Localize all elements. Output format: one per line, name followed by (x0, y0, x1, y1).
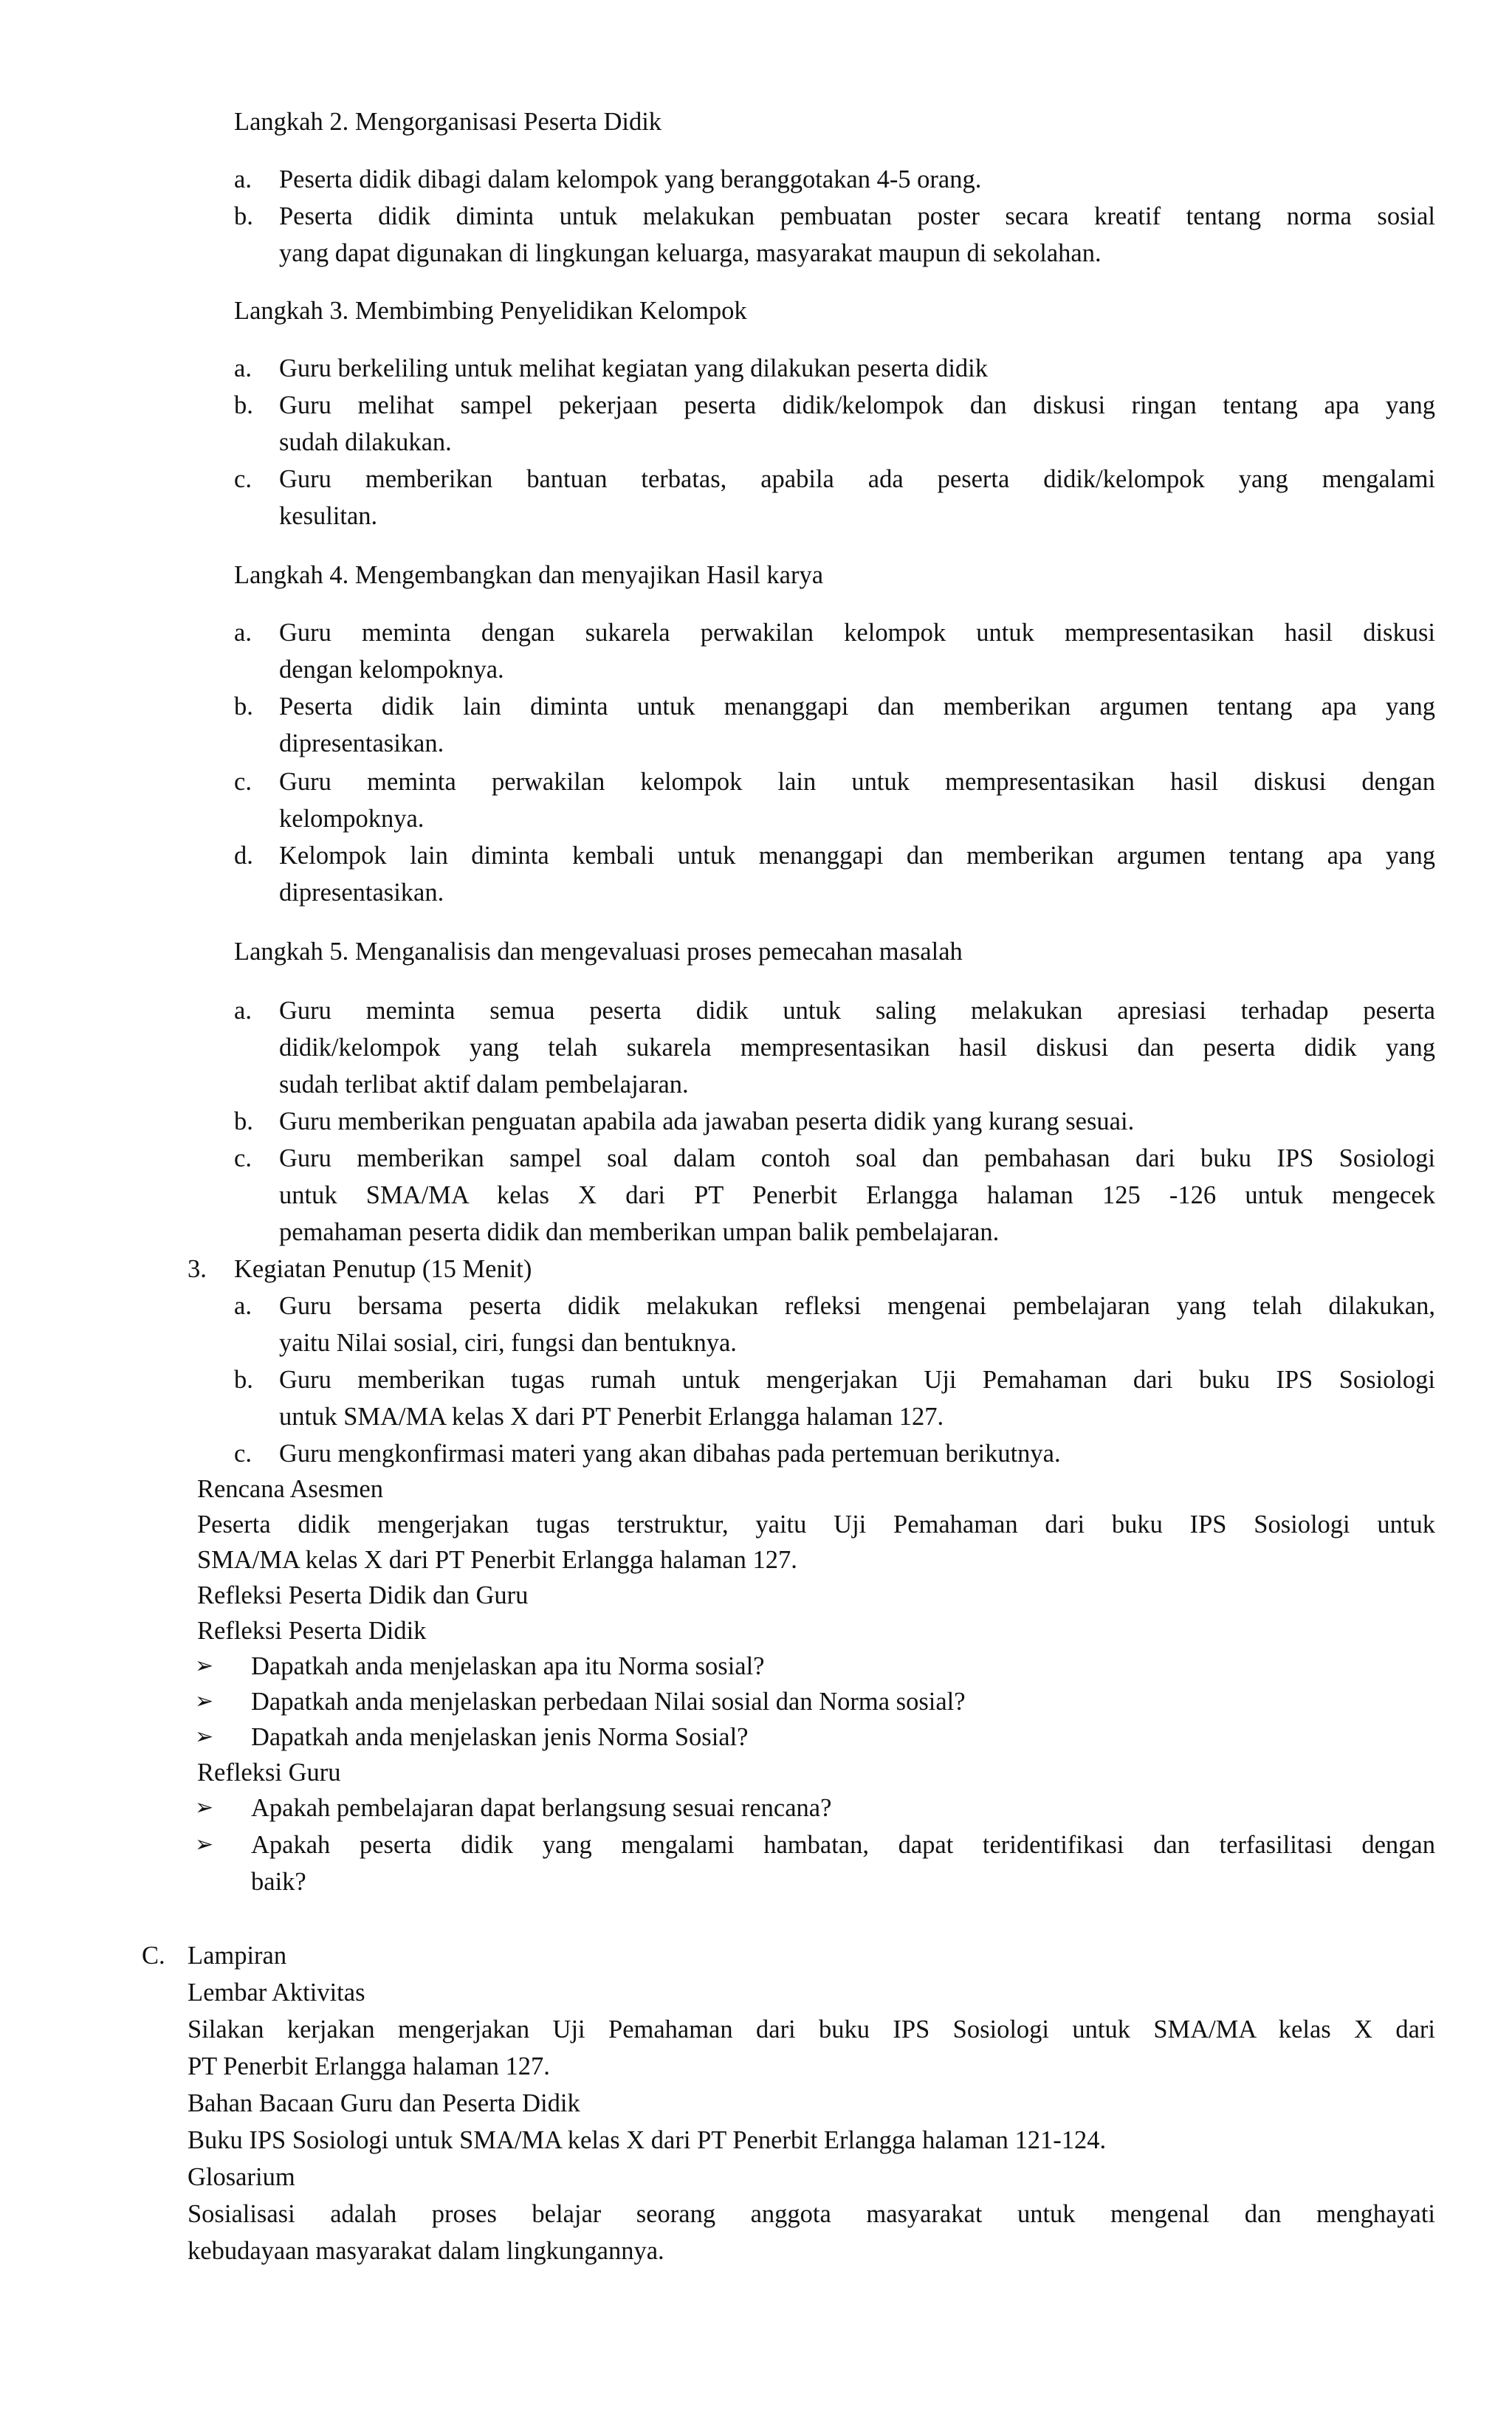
langkah2-heading: Langkah 2. Mengorganisasi Peserta Didik (234, 108, 662, 136)
list-item-text: dipresentasikan. (279, 729, 444, 757)
list-item-text: Guru memberikan penguatan apabila ada jawaban peserta didik yang kurang sesuai. (279, 1107, 1135, 1135)
list-marker: a. (234, 165, 252, 193)
list-item-text: Guru berkeliling untuk melihat kegiatan yang dilakukan peserta didik (279, 354, 988, 382)
list-marker: C. (142, 1942, 165, 1970)
list-marker: a. (234, 997, 252, 1025)
list-item-text: untuk SMA/MA kelas X dari PT Penerbit Erlangga halaman 127. (279, 1403, 944, 1431)
lembar-aktivitas-text: Silakan kerjakan mengerjakan Uji Pemahaman dari buku IPS Sosiologi untuk SMA/MA kelas X dari (188, 2015, 1435, 2043)
list-item-text: Guru bersama peserta didik melakukan refleksi mengenai pembelajaran yang telah dilakukan, (279, 1292, 1435, 1320)
list-marker: a. (234, 354, 252, 382)
list-item-text: Dapatkah anda menjelaskan apa itu Norma sosial? (251, 1652, 765, 1680)
list-marker: 3. (188, 1255, 207, 1283)
asesmen-heading: Rencana Asesmen (197, 1475, 383, 1503)
list-item-text: Guru memberikan sampel soal dalam contoh soal dan pembahasan dari buku IPS Sosiologi (279, 1144, 1435, 1172)
list-marker: c. (234, 465, 252, 493)
arrow-bullet-icon: ➢ (195, 1724, 214, 1750)
list-item-text: Dapatkah anda menjelaskan jenis Norma Sosial? (251, 1723, 749, 1751)
refleksi-heading: Refleksi Peserta Didik dan Guru (197, 1581, 529, 1609)
list-marker: c. (234, 768, 252, 796)
list-item-text: kesulitan. (279, 502, 378, 530)
penutup-heading: Kegiatan Penutup (15 Menit) (234, 1255, 532, 1283)
list-item-text: Guru mengkonfirmasi materi yang akan dibahas pada pertemuan berikutnya. (279, 1440, 1061, 1468)
list-item-text: sudah dilakukan. (279, 428, 452, 456)
glosarium-text: Sosialisasi adalah proses belajar seorang anggota masyarakat untuk mengenal dan menghayati (188, 2200, 1435, 2228)
refleksi-siswa-heading: Refleksi Peserta Didik (197, 1617, 427, 1645)
bahan-bacaan-text: Buku IPS Sosiologi untuk SMA/MA kelas X dari PT Penerbit Erlangga halaman 121-124. (188, 2126, 1107, 2154)
langkah4-heading: Langkah 4. Mengembangkan dan menyajikan Hasil karya (234, 561, 824, 589)
asesmen-text: Peserta didik mengerjakan tugas terstruktur, yaitu Uji Pemahaman dari buku IPS Sosiologi untuk (197, 1510, 1435, 1539)
list-item-text: dipresentasikan. (279, 879, 444, 907)
list-item-text: Guru memberikan bantuan terbatas, apabila ada peserta didik/kelompok yang mengalami (279, 465, 1435, 493)
list-item-text: Peserta didik dibagi dalam kelompok yang beranggotakan 4-5 orang. (279, 165, 982, 193)
list-marker: b. (234, 692, 253, 721)
list-item-text: pemahaman peserta didik dan memberikan umpan balik pembelajaran. (279, 1218, 1000, 1246)
list-item-text: Peserta didik diminta untuk melakukan pembuatan poster secara kreatif tentang norma sosial (279, 202, 1435, 230)
list-item-text: Kelompok lain diminta kembali untuk menanggapi dan memberikan argumen tentang apa yang (279, 842, 1435, 870)
lembar-aktivitas-heading: Lembar Aktivitas (188, 1979, 365, 2007)
langkah3-heading: Langkah 3. Membimbing Penyelidikan Kelompok (234, 297, 747, 325)
list-marker: c. (234, 1144, 252, 1172)
list-item-text: Guru meminta perwakilan kelompok lain untuk mempresentasikan hasil diskusi dengan (279, 768, 1435, 796)
list-item-text: baik? (251, 1868, 306, 1896)
list-marker: b. (234, 202, 253, 230)
list-item-text: yaitu Nilai sosial, ciri, fungsi dan bentuknya. (279, 1329, 737, 1357)
list-item-text: Apakah pembelajaran dapat berlangsung sesuai rencana? (251, 1794, 832, 1822)
list-marker: c. (234, 1440, 252, 1468)
langkah5-heading: Langkah 5. Menganalisis dan mengevaluasi proses pemecahan masalah (234, 938, 963, 966)
bahan-bacaan-heading: Bahan Bacaan Guru dan Peserta Didik (188, 2089, 580, 2117)
list-marker: a. (234, 1292, 252, 1320)
list-item-text: kelompoknya. (279, 805, 425, 833)
list-item-text: dengan kelompoknya. (279, 656, 504, 684)
list-item-text: sudah terlibat aktif dalam pembelajaran. (279, 1070, 689, 1099)
refleksi-guru-heading: Refleksi Guru (197, 1759, 341, 1787)
arrow-bullet-icon: ➢ (195, 1688, 214, 1714)
lembar-aktivitas-text: PT Penerbit Erlangga halaman 127. (188, 2052, 550, 2080)
list-item-text: Guru meminta dengan sukarela perwakilan kelompok untuk mempresentasikan hasil diskusi (279, 619, 1435, 647)
glosarium-heading: Glosarium (188, 2163, 295, 2191)
list-item-text: Peserta didik lain diminta untuk menanggapi dan memberikan argumen tentang apa yang (279, 692, 1435, 721)
arrow-bullet-icon: ➢ (195, 1653, 214, 1679)
list-item-text: Apakah peserta didik yang mengalami hambatan, dapat teridentifikasi dan terfasilitasi dengan (251, 1831, 1435, 1859)
arrow-bullet-icon: ➢ (195, 1795, 214, 1821)
list-item-text: untuk SMA/MA kelas X dari PT Penerbit Erlangga halaman 125 -126 untuk mengecek (279, 1181, 1435, 1209)
list-marker: b. (234, 1107, 253, 1135)
list-item-text: Dapatkah anda menjelaskan perbedaan Nilai sosial dan Norma sosial? (251, 1688, 966, 1716)
list-item-text: yang dapat digunakan di lingkungan keluarga, masyarakat maupun di sekolahan. (279, 239, 1102, 267)
list-item-text: Guru memberikan tugas rumah untuk mengerjakan Uji Pemahaman dari buku IPS Sosiologi (279, 1366, 1435, 1394)
arrow-bullet-icon: ➢ (195, 1832, 214, 1857)
list-item-text: didik/kelompok yang telah sukarela mempresentasikan hasil diskusi dan peserta didik yang (279, 1034, 1435, 1062)
asesmen-text: SMA/MA kelas X dari PT Penerbit Erlangga halaman 127. (197, 1546, 797, 1574)
lampiran-heading: Lampiran (188, 1942, 287, 1970)
list-marker: b. (234, 391, 253, 419)
list-item-text: Guru melihat sampel pekerjaan peserta didik/kelompok dan diskusi ringan tentang apa yang (279, 391, 1435, 419)
list-marker: a. (234, 619, 252, 647)
list-item-text: Guru meminta semua peserta didik untuk saling melakukan apresiasi terhadap peserta (279, 997, 1435, 1025)
glosarium-text: kebudayaan masyarakat dalam lingkungannya. (188, 2237, 664, 2265)
list-marker: b. (234, 1366, 253, 1394)
list-marker: d. (234, 842, 253, 870)
